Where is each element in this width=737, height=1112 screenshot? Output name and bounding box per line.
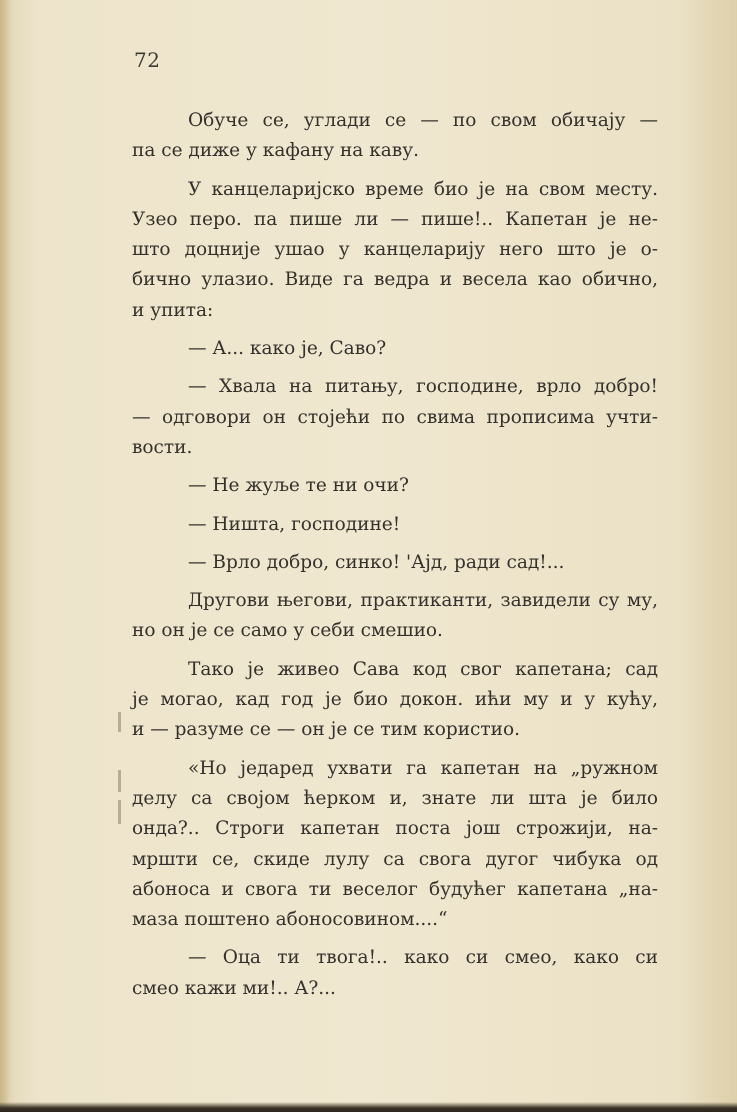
paragraph bbox=[132, 510, 658, 540]
margin-mark bbox=[118, 800, 121, 824]
text-line: — Врло добро, синко! 'Ајд, ради сад!... bbox=[188, 551, 565, 573]
paragraph bbox=[132, 943, 658, 1004]
paragraph bbox=[132, 754, 658, 936]
margin-mark bbox=[118, 770, 121, 792]
paragraph bbox=[132, 586, 658, 647]
margin-mark bbox=[118, 712, 121, 732]
text-line: вости. bbox=[132, 436, 193, 458]
text-line: абоноса и свога ти веселог будућег капетана „на- bbox=[132, 878, 658, 900]
text-line: Другови његови, практиканти, завидели су му, bbox=[188, 590, 658, 612]
text-line: и упита: bbox=[132, 299, 214, 321]
text-line: што доцније ушао у канцеларију него што је о- bbox=[132, 239, 658, 261]
text-line: делу са својом ћерком и, знате ли шта је било bbox=[132, 787, 658, 809]
paragraph bbox=[132, 372, 658, 463]
paragraph bbox=[132, 471, 658, 501]
text-line: мршти се, скиде лулу са свога дугог чибука од bbox=[132, 848, 658, 870]
scan-bottom-edge bbox=[0, 1102, 737, 1112]
text-line: маза поштено абоносовином....“ bbox=[132, 909, 448, 931]
page-number: 72 bbox=[134, 48, 161, 72]
text-line: — Ништа, господине! bbox=[188, 513, 401, 535]
text-line: — Не жуље те ни очи? bbox=[188, 475, 409, 497]
paragraph bbox=[132, 548, 658, 578]
text-line: и — разуме се — он је се тим користио. bbox=[132, 719, 520, 741]
text-line: онда?.. Строги капетан поста још строжији, на- bbox=[132, 818, 658, 840]
text-line: — Хвала на питању, господине, врло добро! bbox=[188, 376, 658, 398]
text-line: У канцеларијско време био је на свом месту. bbox=[188, 178, 658, 200]
body-text bbox=[132, 106, 658, 1012]
page-edge-shadow bbox=[0, 0, 10, 1112]
text-line: — А... како је, Саво? bbox=[188, 338, 387, 360]
paragraph bbox=[132, 106, 658, 167]
text-line: — Оца ти твога!.. како си смео, како си bbox=[188, 947, 658, 969]
text-line: Тако је живео Сава код свог капетана; сад bbox=[188, 658, 658, 680]
text-line: — одговори он стојећи по свима прописима учти- bbox=[132, 406, 658, 428]
paragraph bbox=[132, 655, 658, 746]
text-line: но он је се само у себи смешио. bbox=[132, 620, 443, 642]
text-line: је могао, кад год је био докон. ићи му и у кућу, bbox=[132, 689, 658, 711]
text-line: смео кажи ми!.. А?... bbox=[132, 977, 336, 999]
text-line: бично улазио. Виде га ведра и весела као обично, bbox=[132, 269, 658, 291]
paragraph bbox=[132, 175, 658, 326]
paragraph bbox=[132, 334, 658, 364]
text-line: Обуче се, углади се — по свом обичају — bbox=[188, 110, 658, 131]
text-line: Узео перо. па пише ли — пише!.. Капетан је не- bbox=[132, 208, 658, 230]
text-line: «Но једаред ухвати га капетан на „ружном bbox=[188, 757, 658, 779]
text-line: па се диже у кафану на каву. bbox=[132, 140, 419, 162]
